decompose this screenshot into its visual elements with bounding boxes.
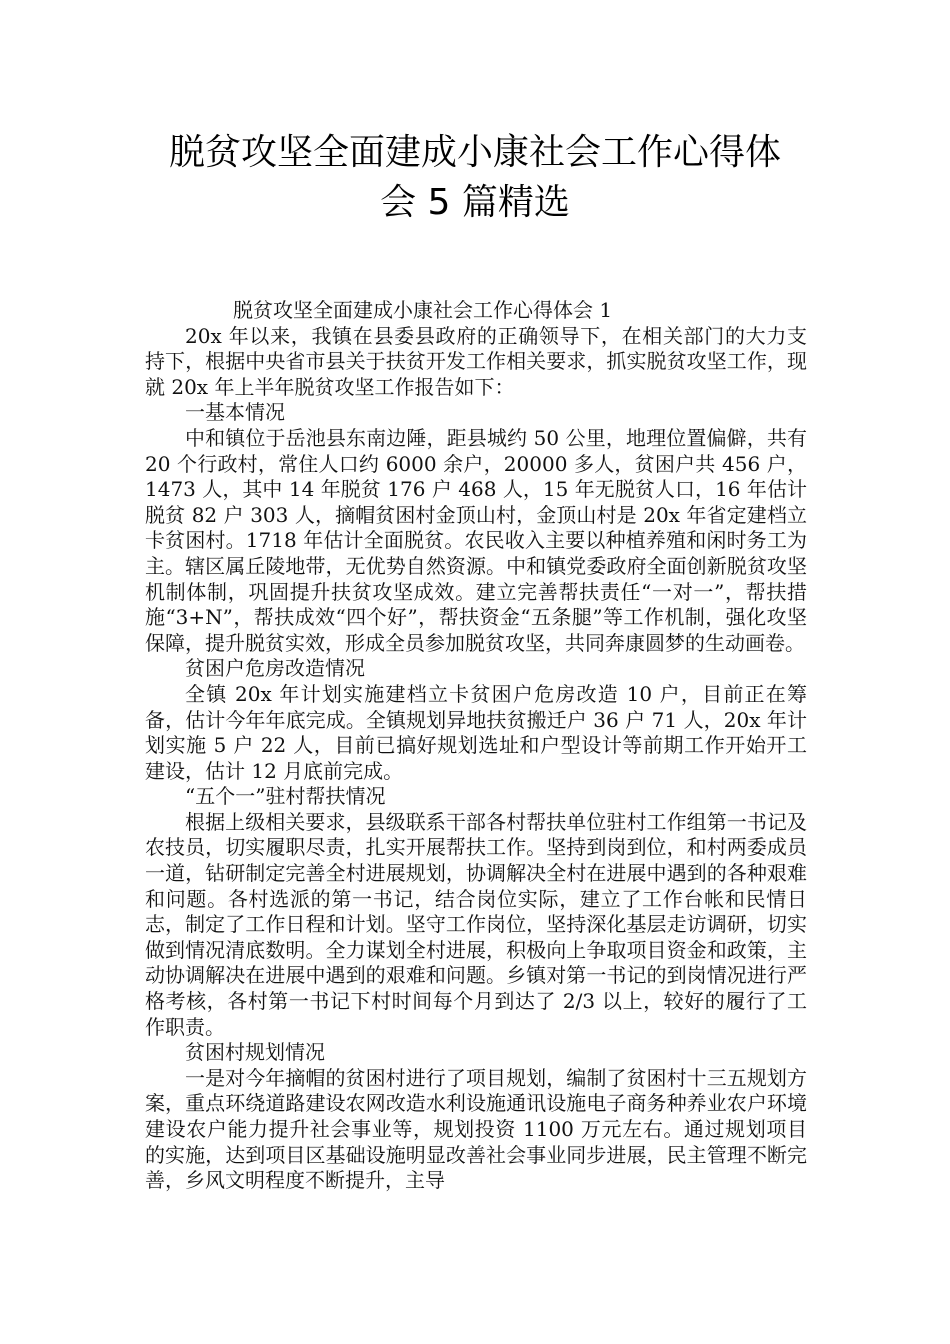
document-title-line-1: 脱贫攻坚全面建成小康社会工作心得体 xyxy=(168,132,781,173)
paragraph-basic-situation: 中和镇位于岳池县东南边陲，距县城约 50 公里，地理位置偏僻，共有 20 个行政村，常住人口约 6000 余户，20000 多人，贫困户共 456 户，1473 人，其中 14 年脱贫 176 户 468 人，15 年无脱贫人口，16 年估计脱贫 82 户 303 人，摘帽贫困村金顶山村，金顶山村是 20x 年省定建档立卡贫困村。1718 年估计全面脱贫。农民收入主要以种植养殖和闲时务工为主。辖区属丘陵地带，无优势自然资源。中和镇党委政府全面创新脱贫攻坚机制体制，巩固提升扶贫攻坚成效。建立完善帮扶责任“一对一”，帮扶措施“3+N”，帮扶成效“四个好”，帮扶资金“五条腿”等工作机制，强化攻坚保障，提升脱贫实效，形成全员参加脱贫攻坚，共同奔康圆梦的生动画卷。 xyxy=(145,425,807,655)
paragraph-village-planning: 一是对今年摘帽的贫困村进行了项目规划，编制了贫困村十三五规划方案，重点环绕道路建设农网改造水利设施通讯设施电子商务种养业农户环境建设农户能力提升社会事业等，规划投资 1100 万元左右。通过规划项目的实施，达到项目区基础设施明显改善社会事业同步进展，民主管理不断完善，乡风文明程度不断提升，主导 xyxy=(145,1065,807,1193)
heading-housing-renovation: 贫困户危房改造情况 xyxy=(185,656,365,681)
heading-village-planning: 贫困村规划情况 xyxy=(185,1040,325,1065)
section-subtitle: 脱贫攻坚全面建成小康社会工作心得体会 1 xyxy=(233,298,613,322)
paragraph-housing-renovation: 全镇 20x 年计划实施建档立卡贫困户危房改造 10 户，目前正在筹备，估计今年年底完成。全镇规划异地扶贫搬迁户 36 户 71 人，20x 年计划实施 5 户 22 人，目前已搞好规划选址和户型设计等前期工作开始开工建设，估计 12 月底前完成。 xyxy=(145,681,807,783)
heading-village-assistance: “五个一”驻村帮扶情况 xyxy=(185,784,386,809)
document-body xyxy=(145,298,807,1194)
document-title xyxy=(100,128,850,228)
paragraph-intro: 20x 年以来，我镇在县委县政府的正确领导下，在相关部门的大力支持下，根据中央省市县关于扶贫开发工作相关要求，抓实脱贫攻坚工作，现就 20x 年上半年脱贫攻坚工作报告如下： xyxy=(145,323,807,399)
heading-basic-situation: 一基本情况 xyxy=(185,400,285,425)
document-title-line-2: 会 5 篇精选 xyxy=(380,182,570,223)
paragraph-village-assistance: 根据上级相关要求，县级联系干部各村帮扶单位驻村工作组第一书记及农技员，切实履职尽责，扎实开展帮扶工作。坚持到岗到位，和村两委成员一道，钻研制定完善全村进展规划，协调解决全村在进展中遇到的各种艰难和问题。各村选派的第一书记，结合岗位实际，建立了工作台帐和民情日志，制定了工作日程和计划。坚守工作岗位，坚持深化基层走访调研，切实做到情况清底数明。全力谋划全村进展，积极向上争取项目资金和政策，主动协调解决在进展中遇到的艰难和问题。乡镇对第一书记的到岗情况进行严格考核，各村第一书记下村时间每个月到达了 2/3 以上，较好的履行了工作职责。 xyxy=(145,809,807,1039)
